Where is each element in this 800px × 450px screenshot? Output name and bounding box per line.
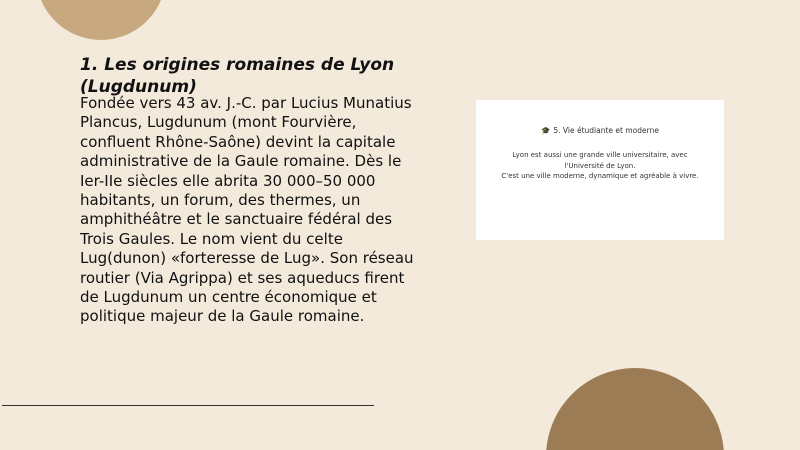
decorative-circle-top	[36, 0, 166, 40]
divider-line	[2, 405, 374, 406]
info-card	[476, 100, 724, 240]
decorative-circle-bottom	[546, 368, 724, 450]
card-heading-row	[476, 126, 724, 136]
graduation-cap-icon: 🎓	[541, 126, 551, 135]
slide-title: 1. Les origines romaines de Lyon (Lugdunum)	[80, 55, 395, 97]
card-heading: 5. Vie étudiante et moderne	[553, 126, 659, 135]
card-body	[500, 150, 700, 182]
slide-body-text: Fondée vers 43 av. J.-C. par Lucius Munatius Plancus, Lugdunum (mont Fourvière, confluent Rhône-Saône) devint la capitale administrative de la Gaule romaine. Dès le Ier-IIe siècles elle abrita 30 000–50 000 habitants, un forum, des thermes, un amphithéâtre et le sanctuaire fédéral des Trois Gaules. Le nom vient du celte Lug(dunon) «forteresse de Lug». Son réseau routier (Via Agrippa) et ses aqueducs firent de Lugdunum un centre économique et politique majeur de la Gaule romaine.	[80, 94, 414, 326]
card-line-2: C'est une ville moderne, dynamique et agréable à vivre.	[501, 172, 699, 180]
card-line-1: Lyon est aussi une grande ville universitaire, avec l'Université de Lyon.	[512, 151, 688, 170]
